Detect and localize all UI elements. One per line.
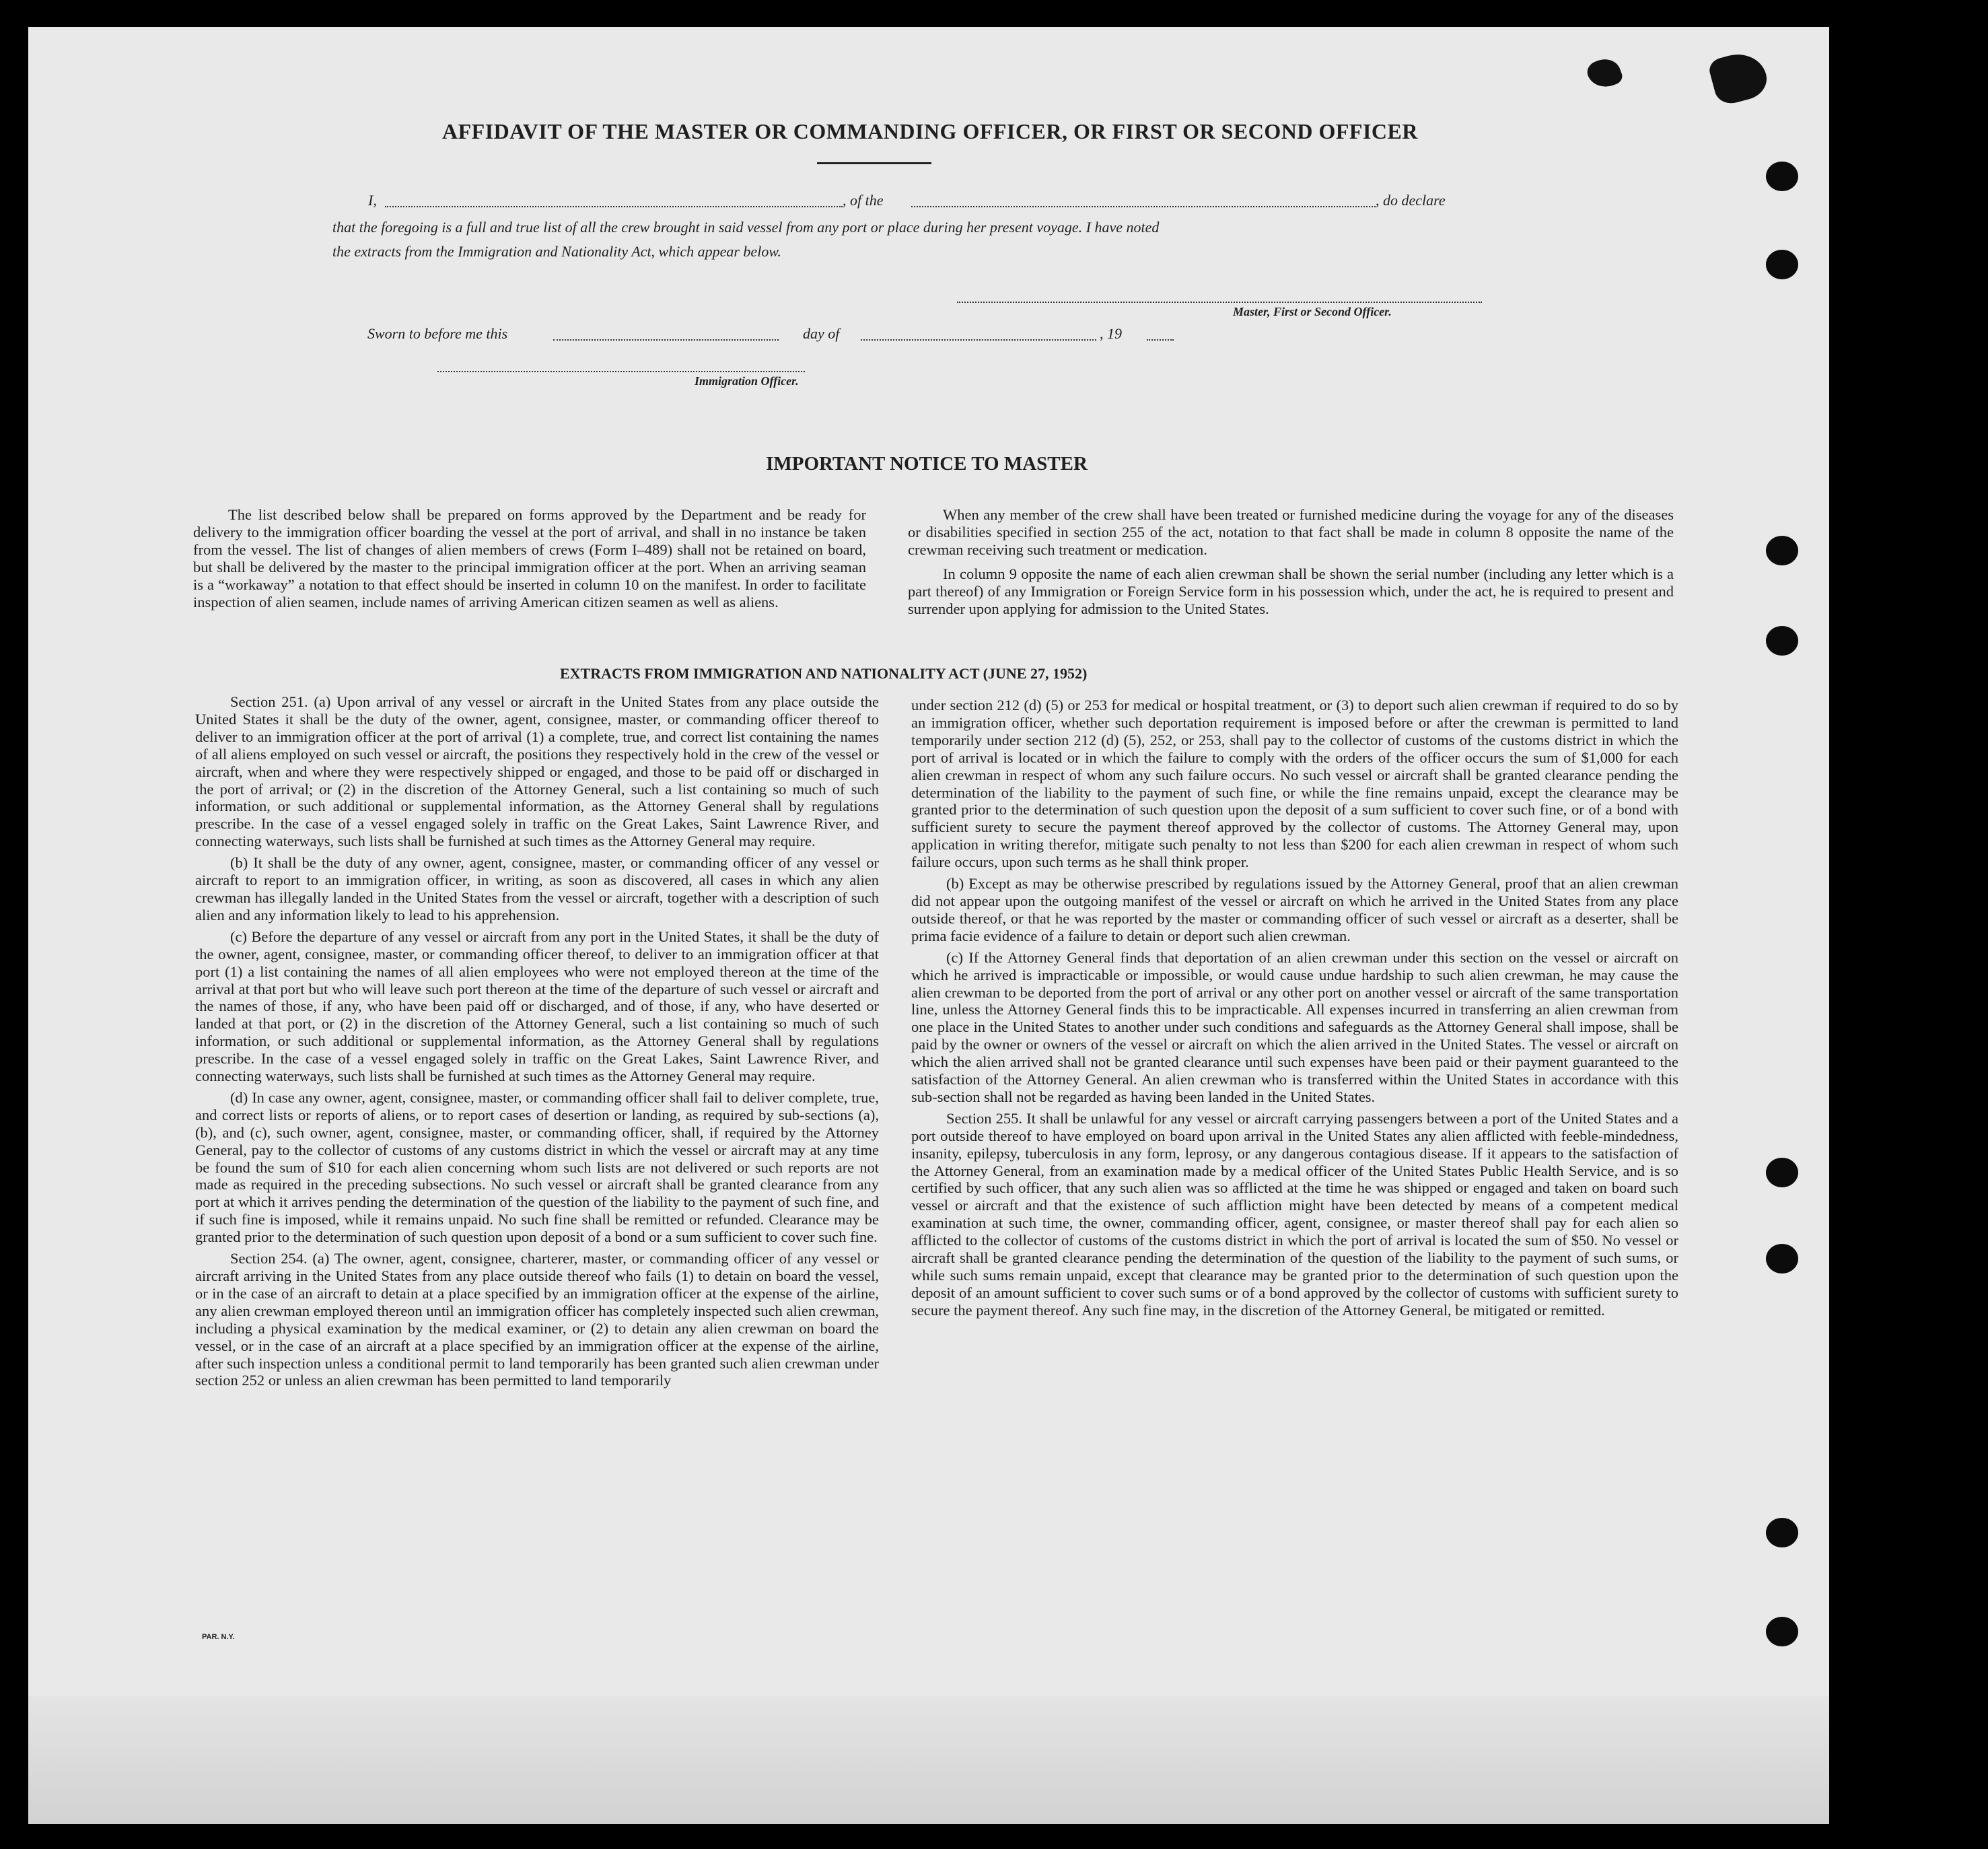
year-label: , 19 <box>1100 325 1122 342</box>
sworn-month-blank[interactable] <box>861 339 1096 341</box>
officer-signature-line[interactable] <box>437 371 805 372</box>
document-page <box>28 27 1829 1824</box>
act-paragraph: (d) In case any owner, agent, consignee, master, or commanding officer shall fail to deliver complete, true, and correct lists or reports of aliens, or to report cases of desertion or landing, as required by sub-sections (a), (b), and (c), such owner, agent, consignee, master, or commanding officer, shall, if required by the Attorney General, pay to the collector of customs of any customs district in which the vessel or aircraft may at any time be found the sum of $10 for each alien concerning whom such lists are not delivered or such reports are not made as required in the preceding subsections. No such vessel or aircraft shall be granted clearance from any port at which it arrives pending the determination of the question of the liability to the payment of such fine, and if such fine is imposed, while it remains unpaid. No such fine shall be remitted or refunded. Clearance may be granted prior to the determination of such question upon deposit of a bond or a sum sufficient to cover such fine. <box>195 1088 879 1246</box>
day-of-label: day of <box>803 325 840 342</box>
notice-paragraph: In column 9 opposite the name of each alien crewman shall be shown the serial number (including any letter which is a part thereof) of any Immigration or Foreign Service form in his possession which, under the act, he is required to present and surrender upon applying for admission to the United States. <box>908 565 1674 617</box>
title-rule <box>817 162 931 164</box>
binder-hole <box>1766 1617 1798 1646</box>
i-label: I, <box>368 192 377 209</box>
binder-hole <box>1766 1244 1798 1274</box>
act-paragraph: (c) If the Attorney General finds that deportation of an alien crewman under this section on the vessel or aircraft on which he arrived is impracticable or impossible, or would cause undue hardship to such alien crewman, he may cause the alien crewman to be deported from the port of arrival or any other port on another vessel or aircraft of the same transportation line, unless the Attorney General finds this to be impracticable. All expenses incurred in transferring an alien crewman from one place in the United States to another under such conditions and safeguards as the Attorney General shall impose, shall be paid by the owner or owners of the vessel or aircraft on which the alien arrived in the United States. The vessel or aircraft on which the alien arrived shall not be granted clearance until such expenses have been paid or their payment guaranteed to the satisfaction of the Attorney General. An alien crewman who is transferred within the United States in accordance with this sub-section shall not be regarded as having been landed in the United States. <box>911 948 1678 1105</box>
name-blank[interactable] <box>385 206 843 207</box>
notice-left-column <box>193 506 866 610</box>
act-paragraph: Section 254. (a) The owner, agent, consignee, charterer, master, or commanding officer of any vessel or aircraft arriving in the United States from any place outside thereof who fails (1) to detain on board the vessel, or in the case of an aircraft to detain at a place specified by an immigration officer at the expense of the airline, any alien crewman employed thereon until an immigration officer has completely inspected such alien crewman, including a physical examination by the medical examiner, or (2) to detain any alien crewman on board the vessel, or in the case of an aircraft at a place specified by an immigration officer at the expense of the airline, after such inspection unless a conditional permit to land temporarily has been granted such alien crewman under section 252 or unless an alien crewman has been permitted to land temporarily <box>195 1250 879 1389</box>
printer-mark: PAR. N.Y. <box>202 1633 235 1641</box>
notice-title: IMPORTANT NOTICE TO MASTER <box>766 453 1088 475</box>
act-paragraph: under section 212 (d) (5) or 253 for medical or hospital treatment, or (3) to deport such alien crewman if required to do so by an immigration officer, whether such deportation requirement is imposed before or after the crewman is permitted to land temporarily under section 212 (d) (5), 252, or 253, shall pay to the collector of customs of the customs district in which the port of arrival is located or in which the failure to comply with the orders of the officer occurs the sum of $1,000 for each alien crewman in respect of whom any such failure occurs. No such vessel or aircraft shall be granted clearance pending the determination of the liability to the payment of such fine, or while the fine remains unpaid, except the clearance may be granted prior to the determination of such question upon the deposit of a sum sufficient to cover such fine, or of a bond with sufficient surety to secure the payment thereof approved by the collector of customs. The Attorney General may, upon application in writing therefor, mitigate such penalty to not less than $200 for each alien crewman in respect of whom such failure occurs, upon such terms as he shall think proper. <box>911 697 1678 871</box>
sworn-year-blank[interactable] <box>1147 339 1174 341</box>
notice-paragraph: When any member of the crew shall have been treated or furnished medicine during the voyage for any of the diseases or disabilities specified in section 255 of the act, notation to that fact shall be made in column 8 opposite the name of the crewman receiving such treatment or medication. <box>908 506 1674 558</box>
binder-hole <box>1766 1518 1798 1547</box>
sworn-label: Sworn to before me this <box>367 325 508 342</box>
declare-label: , do declare <box>1376 192 1446 209</box>
binder-hole <box>1766 250 1798 279</box>
extracts-title: EXTRACTS FROM IMMIGRATION AND NATIONALITY ACT (JUNE 27, 1952) <box>560 665 1088 682</box>
officer-signature-caption: Immigration Officer. <box>695 374 799 388</box>
notice-right-column <box>908 506 1674 617</box>
binder-hole <box>1766 536 1798 565</box>
declaration-line-1: that the foregoing is a full and true list of all the crew brought in said vessel from any port or place during her present voyage. I have noted <box>332 219 1160 236</box>
binder-hole <box>1766 162 1798 191</box>
binder-hole <box>1766 626 1798 656</box>
vessel-blank[interactable] <box>911 206 1376 207</box>
act-paragraph: Section 255. It shall be unlawful for any vessel or aircraft carrying passengers between a port of the United States and a port outside thereof to have employed on board upon arrival in the United States any alien afflicted with feeble-mindedness, insanity, epilepsy, tuberculosis in any form, leprosy, or any dangerous contagious disease. If it appears to the satisfaction of the Attorney General, from an examination made by a medical officer of the United States Public Health Service, and is so certified by such officer, that any such alien was so afflicted at the time he was shipped or engaged and taken on board such vessel or aircraft and that the existence of such affliction might have been detected by means of a competent medical examination at such time, the owner, commanding officer, agent, consignee, or master thereof shall pay for each alien so afflicted to the collector of customs of the customs district in which the port of arrival is located the sum of $50. No vessel or aircraft shall be granted clearance pending the determination of the question of the liability to the payment of such sums, or while such sums remain unpaid, except that clearance may be granted prior to the determination of such question upon the deposit of an amount sufficient to cover such sums or of a bond approved by the collector of customs with sufficient surety to secure the payment thereof. Any such fine may, in the discretion of the Attorney General, be mitigated or remitted. <box>911 1109 1678 1319</box>
master-signature-caption: Master, First or Second Officer. <box>1233 305 1392 318</box>
ink-blot <box>1707 48 1771 107</box>
act-paragraph: (c) Before the departure of any vessel or aircraft from any port in the United States, it shall be the duty of the owner, agent, consignee, master, or commanding officer thereof, to deliver to an immigration officer at that port (1) a list containing the names of all alien employees who were not employed thereon at the time of the arrival at that port but who will leave such port thereon at the time of the departure of such vessel or aircraft and the names of those, if any, who have been paid off or discharged, and of those, if any, who have deserted or landed at that port, or (2) in the discretion of the Attorney General, such a list containing so much of such information, or such additional or supplemental information, as the Attorney General shall by regulations prescribe. In the case of a vessel engaged solely in traffic on the Great Lakes, Saint Lawrence River, and connecting waterways, such lists shall be furnished at such times as the Attorney General may require. <box>195 928 879 1085</box>
extracts-left-column <box>195 693 879 1389</box>
extracts-right-column <box>911 697 1678 1319</box>
notice-paragraph: The list described below shall be prepared on forms approved by the Department and be ready for delivery to the immigration officer boarding the vessel at the port of arrival, and shall in no instance be taken from the vessel. The list of changes of alien members of crews (Form I–489) shall not be retained on board, but shall be delivered by the master to the principal immigration officer at the port. When an arriving seaman is a “workaway” a notation to that effect should be inserted in column 10 on the manifest. In order to facilitate inspection of alien seamen, include names of arriving American citizen seamen as well as aliens. <box>193 506 866 610</box>
act-paragraph: Section 251. (a) Upon arrival of any vessel or aircraft in the United States from any place outside the United States it shall be the duty of the owner, agent, consignee, master, or commanding officer thereof to deliver to an immigration officer at the port of arrival (1) a complete, true, and correct list containing the names of all aliens employed on such vessel or aircraft, the positions they respectively hold in the crew of the vessel or aircraft, when and where they were respectively shipped or engaged, and those to be paid off or discharged in the port of arrival; or (2) in the discretion of the Attorney General, such a list containing so much of such information, or such additional or supplemental information, as the Attorney General shall by regulations prescribe. In the case of a vessel engaged solely in traffic on the Great Lakes, Saint Lawrence River, and connecting waterways, such lists shall be furnished at such times as the Attorney General may require. <box>195 693 879 850</box>
act-paragraph: (b) Except as may be otherwise prescribed by regulations issued by the Attorney General, proof that an alien crewman did not appear upon the outgoing manifest of the vessel or aircraft on which he arrived in the United States from any place outside thereof, or that he was reported by the master or commanding officer of such vessel or aircraft as a deserter, shall be prima facie evidence of a failure to detain or deport such alien crewman. <box>911 875 1678 944</box>
of-the-label: , of the <box>843 192 884 209</box>
declaration-line-2: the extracts from the Immigration and Nationality Act, which appear below. <box>332 243 781 260</box>
act-paragraph: (b) It shall be the duty of any owner, agent, consignee, master, or commanding officer of any vessel or aircraft to report to an immigration officer, in writing, as soon as discovered, all cases in which any alien crewman has illegally landed in the United States from the vessel or aircraft, together with a description of such alien and any information likely to lead to his apprehension. <box>195 854 879 923</box>
affidavit-title: AFFIDAVIT OF THE MASTER OR COMMANDING OFFICER, OR FIRST OR SECOND OFFICER <box>442 119 1418 143</box>
ink-blot <box>1584 55 1624 92</box>
master-signature-line[interactable] <box>957 302 1482 303</box>
sworn-day-blank[interactable] <box>553 339 779 341</box>
binder-hole <box>1766 1158 1798 1187</box>
